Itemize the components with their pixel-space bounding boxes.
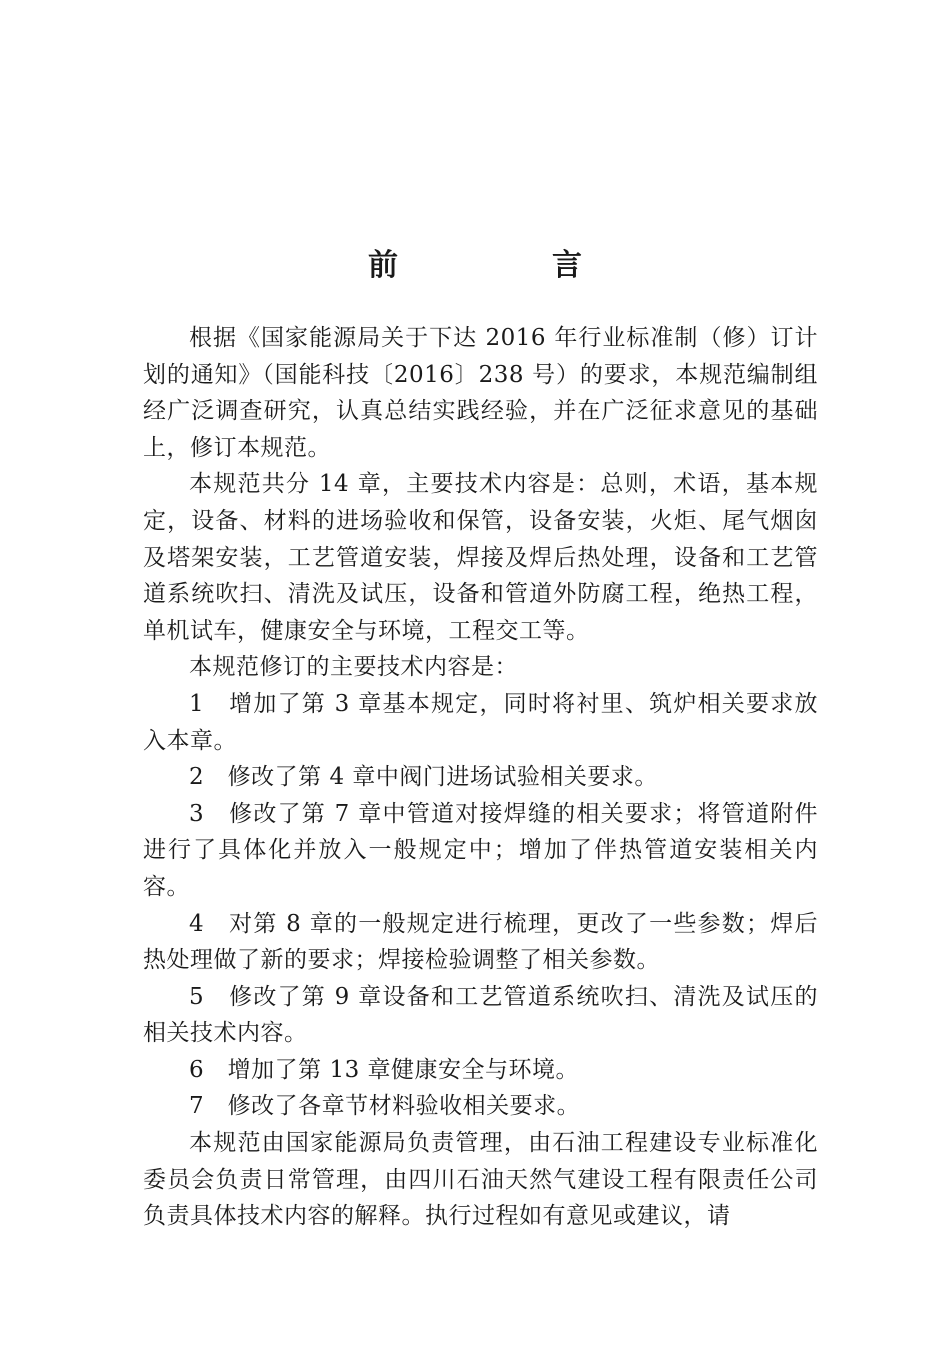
paragraph-management: 本规范由国家能源局负责管理，由石油工程建设专业标准化委员会负责日常管理，由四川石油天然气建设工程有限责任公司负责具体技术内容的解释。执行过程如有意见或建议，请	[143, 1130, 818, 1230]
list-item-revision-6: 6 增加了第 13 章健康安全与环境。	[189, 1056, 580, 1083]
paragraph-revision-intro: 本规范修订的主要技术内容是：	[189, 654, 518, 681]
paragraph-basis: 根据《国家能源局关于下达 2016 年行业标准制（修）订计划的通知》（国能科技〔2016〕238 号）的要求，本规范编制组经广泛调查研究，认真总结实践经验，并在广泛征求意见的基础上，修订本规范。	[143, 325, 818, 461]
list-item-revision-1: 1 增加了第 3 章基本规定，同时将衬里、筑炉相关要求放入本章。	[143, 690, 818, 754]
page-title: 前 言	[368, 248, 644, 284]
document-body	[143, 320, 818, 1235]
list-item-revision-5: 5 修改了第 9 章设备和工艺管道系统吹扫、清洗及试压的相关技术内容。	[143, 983, 818, 1047]
list-item-revision-3: 3 修改了第 7 章中管道对接焊缝的相关要求；将管道附件进行了具体化并放入一般规定中；增加了伴热管道安装相关内容。	[143, 800, 818, 900]
list-item-revision-2: 2 修改了第 4 章中阀门进场试验相关要求。	[189, 764, 658, 791]
list-item-revision-7: 7 修改了各章节材料验收相关要求。	[189, 1093, 581, 1120]
paragraph-chapters: 本规范共分 14 章，主要技术内容是：总则，术语，基本规定，设备、材料的进场验收和保管，设备安装，火炬、尾气烟囱及塔架安装，工艺管道安装，焊接及焊后热处理，设备和工艺管道系统吹扫、清洗及试压，设备和管道外防腐工程，绝热工程，单机试车，健康安全与环境，工程交工等。	[143, 471, 818, 644]
list-item-revision-4: 4 对第 8 章的一般规定进行梳理，更改了一些参数；焊后热处理做了新的要求；焊接检验调整了相关参数。	[143, 910, 818, 974]
